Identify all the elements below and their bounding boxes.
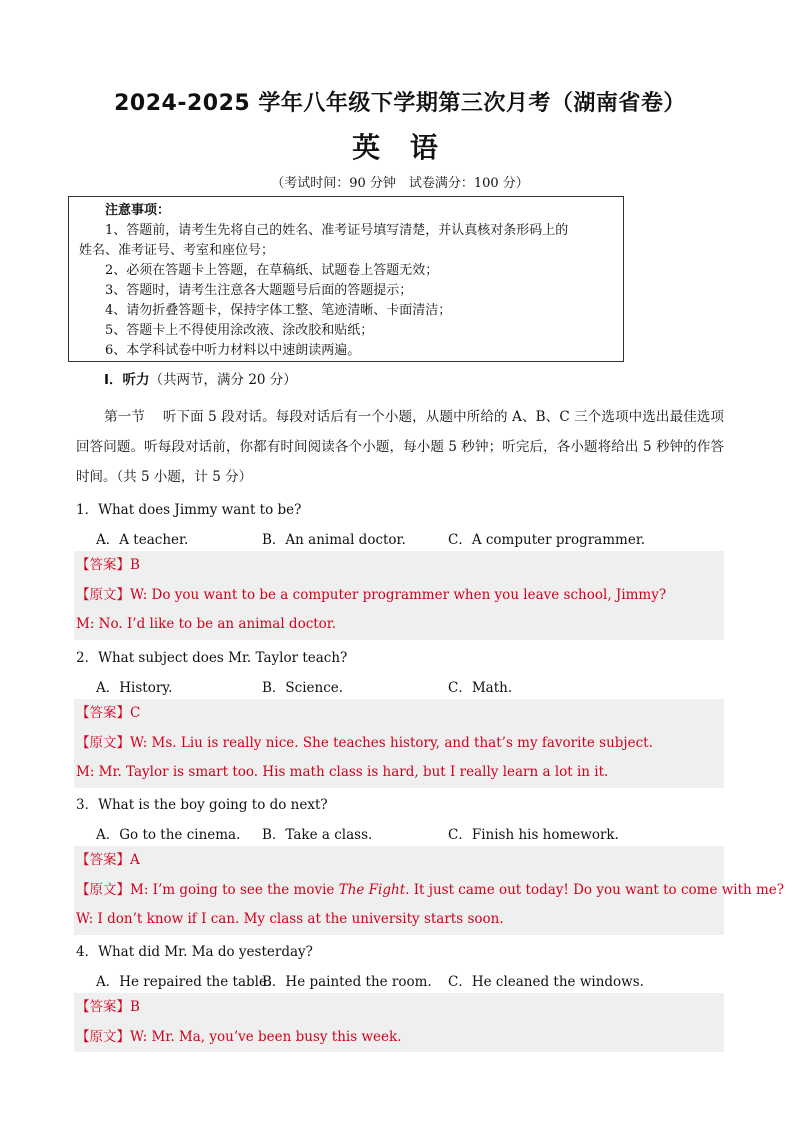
notice-item-6: 6、本学科试卷中听力材料以中速朗读两遍。 [105,343,361,358]
option-c: C．Math. [448,680,513,696]
script-line-1: 【原文】W: Do you want to be a computer programmer when you leave school, Jimmy? [76,586,667,603]
option-a: A．He repaired the table. [96,974,272,990]
option-a: A．A teacher. [96,532,189,548]
script-line-1: 【原文】W: Ms. Liu is really nice. She teaches history, and that’s my favorite subject. [76,734,653,751]
question-4-answer-block [74,993,724,1052]
notice-item-1: 1、答题前，请考生先将自己的姓名、准考证号填写清楚，并认真核对条形码上的 [105,223,569,238]
exam-info: （考试时间：90 分钟 试卷满分：100 分） [271,176,529,191]
notice-item-4: 4、请勿折叠答题卡，保持字体工整、笔迹清晰、卡面清洁； [105,303,452,318]
notice-item-3: 3、答题时，请考生注意各大题题号后面的答题提示； [105,283,413,298]
section-instruction [76,402,724,492]
answer: 【答案】A [76,852,140,868]
question-3-stem: 3．What is the boy going to do next? [76,797,328,813]
question-1-answer-block [74,551,724,640]
section-detail: （共两节，满分 20 分） [149,372,297,388]
answer: 【答案】B [76,999,140,1015]
question-3-answer-block [74,846,785,935]
question-4-stem: 4．What did Mr. Ma do yesterday? [76,944,313,960]
notice-item-5: 5、答题卡上不得使用涂改液、涂改胶和贴纸； [105,323,374,338]
answer: 【答案】B [76,557,140,573]
option-b: B．Take a class. [262,827,373,843]
script-line-2: W: I don’t know if I can. My class at the university starts soon. [76,911,504,927]
script-post: . It just came out today! Do you want to come with me? [405,881,785,898]
script-line-2: M: Mr. Taylor is smart too. His math class is hard, but I really learn a lot in it. [76,764,609,780]
option-c: C．Finish his homework. [448,827,619,843]
subject-title: 英 语 [352,131,448,164]
option-b: B．He painted the room. [262,974,432,990]
notice-item-2: 2、必须在答题卡上答题，在草稿纸、试题卷上答题无效； [105,263,439,278]
option-b: B．An animal doctor. [262,532,406,548]
script-pre: 【原文】M: I’m going to see the movie [76,881,339,898]
instruction-text: 听下面 5 段对话。每段对话后有一个小题，从题中所给的 A、B、C 三个选项中选出最佳选项回答问题。听每段对话前，你都有时间阅读各个小题，每小题 5 秒钟；听完后，各小题将给出 5 秒钟的作答时间。（共 5 小题，计 5 分） [76,409,724,485]
script-line-1: 【原文】W: Mr. Ma, you’ve been busy this week. [76,1028,402,1045]
option-c: C．He cleaned the windows. [448,974,644,990]
notice-title: 注意事项： [105,203,171,218]
question-2-answer-block [74,699,724,788]
answer: 【答案】C [76,705,141,721]
question-2-stem: 2．What subject does Mr. Taylor teach? [76,650,348,666]
option-c: C．A computer programmer. [448,532,646,548]
option-a: A．History. [96,680,173,696]
instruction-head: 第一节 [104,409,146,425]
exam-title: 2024-2025 学年八年级下学期第三次月考（湖南省卷） [114,91,686,116]
script-line-2: M: No. I’d like to be an animal doctor. [76,616,337,632]
notice-box [68,196,624,362]
notice-item-1-cont: 姓名、准考证号、考室和座位号； [79,243,275,258]
option-a: A．Go to the cinema. [96,827,241,843]
movie-title: The Fight [338,881,406,898]
section-heading [104,368,297,388]
question-1-stem: 1．What does Jimmy want to be? [76,502,302,518]
section-number: I．听力 [104,372,150,388]
option-b: B．Science. [262,680,344,696]
script-line-1 [74,876,785,906]
